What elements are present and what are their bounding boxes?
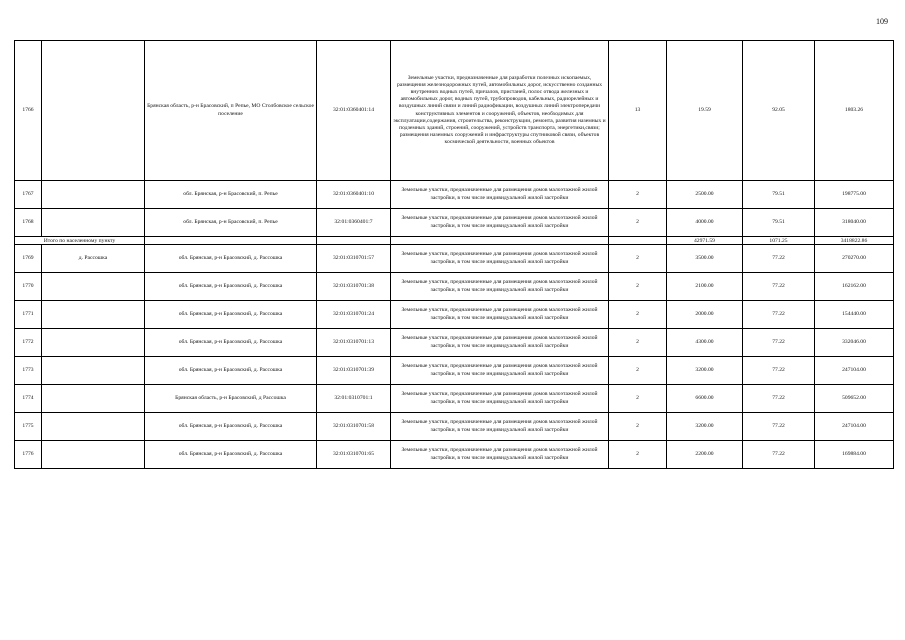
row-number: 1773 bbox=[15, 357, 42, 385]
subtotal-label: Итого по населенному пункту bbox=[15, 237, 145, 245]
row-number: 1770 bbox=[15, 273, 42, 301]
address-cell: обл. Брянская, р-н Брасовский, д. Рассошка bbox=[145, 413, 317, 441]
cadastral-number: 32:01:0310701:57 bbox=[317, 245, 391, 273]
land-purpose: Земельные участки, предназначенные для размещения домов малоэтажной жилой застройки, в том числе индивидуальной жилой застройки bbox=[391, 181, 609, 209]
cadastral-number: 32:01:0360401:7 bbox=[317, 209, 391, 237]
area-value: 19.59 bbox=[667, 41, 743, 181]
purpose-group: 2 bbox=[609, 413, 667, 441]
row-number: 1769 bbox=[15, 245, 42, 273]
subtotal-empty bbox=[317, 237, 391, 245]
locality-cell bbox=[42, 357, 145, 385]
cadastral-value: 154440.00 bbox=[815, 301, 894, 329]
table-row bbox=[15, 245, 894, 273]
address-cell: Брянская область, р-н Брасовский, п Репье, МО Столбовское сельское поселение bbox=[145, 41, 317, 181]
purpose-group: 2 bbox=[609, 441, 667, 469]
rate-value: 92.05 bbox=[743, 41, 815, 181]
address-cell: обл. Брянская, р-н Брасовский, п. Репье bbox=[145, 181, 317, 209]
locality-cell bbox=[42, 301, 145, 329]
purpose-group: 2 bbox=[609, 329, 667, 357]
rate-value: 77.22 bbox=[743, 441, 815, 469]
row-number: 1766 bbox=[15, 41, 42, 181]
land-purpose: Земельные участки, предназначенные для размещения домов малоэтажной жилой застройки, в том числе индивидуальной жилой застройки bbox=[391, 273, 609, 301]
cadastral-number: 32:01:0360401:14 bbox=[317, 41, 391, 181]
cadastral-number: 32:01:0310701:65 bbox=[317, 441, 391, 469]
purpose-group: 2 bbox=[609, 181, 667, 209]
area-value: 2000.00 bbox=[667, 301, 743, 329]
locality-cell bbox=[42, 273, 145, 301]
area-value: 3200.00 bbox=[667, 357, 743, 385]
cadastral-value: 1803.26 bbox=[815, 41, 894, 181]
address-cell: обл. Брянская, р-н Брасовский, д. Рассошка bbox=[145, 329, 317, 357]
area-value: 4000.00 bbox=[667, 209, 743, 237]
area-value: 6600.00 bbox=[667, 385, 743, 413]
cadastral-number: 32:01:0310701:13 bbox=[317, 329, 391, 357]
cadastral-number: 32:01:0310701:1 bbox=[317, 385, 391, 413]
page-number: 109 bbox=[876, 17, 888, 26]
cadastral-value: 247104.00 bbox=[815, 357, 894, 385]
rate-value: 77.22 bbox=[743, 273, 815, 301]
address-cell: обл. Брянская, р-н Брасовский, д. Рассошка bbox=[145, 245, 317, 273]
land-purpose: Земельные участки, предназначенные для размещения домов малоэтажной жилой застройки, в том числе индивидуальной жилой застройки bbox=[391, 413, 609, 441]
purpose-group: 2 bbox=[609, 301, 667, 329]
area-value: 2500.00 bbox=[667, 181, 743, 209]
land-purpose: Земельные участки, предназначенные для размещения домов малоэтажной жилой застройки, в том числе индивидуальной жилой застройки bbox=[391, 329, 609, 357]
rate-value: 77.22 bbox=[743, 357, 815, 385]
locality-cell bbox=[42, 41, 145, 181]
area-value: 2100.00 bbox=[667, 273, 743, 301]
area-value: 2200.00 bbox=[667, 441, 743, 469]
table-row bbox=[15, 209, 894, 237]
area-value: 4300.00 bbox=[667, 329, 743, 357]
row-number: 1771 bbox=[15, 301, 42, 329]
land-purpose: Земельные участки, предназначенные для разработки полезных ископаемых, размещения железнодорожных путей, автомобильных дорог, искусственно созданных внутренних водных путей, причалов, пристаней, полос отвода железных и автомобильных дорог, водных путей, трубопроводов, кабельных, радиорелейных и воздушных линий связи и линий радиофикации, воздушных линий электропередачи конструктивных элементов и сооружений, объектов, необходимых для эксплуатации,содержания, строительства, реконструкции, ремонта, развития наземных и подземных зданий, строений, сооружений, устройств транспорта, энергетики,связи; размещения наземных сооружений и инфраструктуры спутниковой связи, объектов космической деятельности, военных объектов bbox=[391, 41, 609, 181]
cadastral-value: 169884.00 bbox=[815, 441, 894, 469]
purpose-group: 13 bbox=[609, 41, 667, 181]
row-number: 1768 bbox=[15, 209, 42, 237]
row-number: 1774 bbox=[15, 385, 42, 413]
rate-value: 77.22 bbox=[743, 329, 815, 357]
address-cell: обл. Брянская, р-н Брасовский, д. Рассошка bbox=[145, 273, 317, 301]
table-row bbox=[15, 273, 894, 301]
address-cell: обл. Брянская, р-н Брасовский, д. Рассошка bbox=[145, 301, 317, 329]
locality-cell bbox=[42, 441, 145, 469]
land-purpose: Земельные участки, предназначенные для размещения домов малоэтажной жилой застройки, в том числе индивидуальной жилой застройки bbox=[391, 209, 609, 237]
address-cell: обл. Брянская, р-н Брасовский, д. Рассошка bbox=[145, 357, 317, 385]
subtotal-value: 3418822.86 bbox=[815, 237, 894, 245]
locality-cell bbox=[42, 329, 145, 357]
land-purpose: Земельные участки, предназначенные для размещения домов малоэтажной жилой застройки, в том числе индивидуальной жилой застройки bbox=[391, 301, 609, 329]
cadastral-number: 32:01:0360401:10 bbox=[317, 181, 391, 209]
land-purpose: Земельные участки, предназначенные для размещения домов малоэтажной жилой застройки, в том числе индивидуальной жилой застройки bbox=[391, 441, 609, 469]
cadastral-value: 318040.00 bbox=[815, 209, 894, 237]
cadastral-number: 32:01:0310701:39 bbox=[317, 357, 391, 385]
area-value: 3200.00 bbox=[667, 413, 743, 441]
row-number: 1767 bbox=[15, 181, 42, 209]
locality-cell bbox=[42, 209, 145, 237]
purpose-group: 2 bbox=[609, 209, 667, 237]
land-purpose: Земельные участки, предназначенные для размещения домов малоэтажной жилой застройки, в том числе индивидуальной жилой застройки bbox=[391, 357, 609, 385]
table-row bbox=[15, 329, 894, 357]
area-value: 3500.00 bbox=[667, 245, 743, 273]
locality-cell bbox=[42, 181, 145, 209]
land-purpose: Земельные участки, предназначенные для размещения домов малоэтажной жилой застройки, в том числе индивидуальной жилой застройки bbox=[391, 245, 609, 273]
purpose-group: 2 bbox=[609, 245, 667, 273]
cadastral-value: 198775.00 bbox=[815, 181, 894, 209]
cadastral-number: 32:01:0310701:38 bbox=[317, 273, 391, 301]
table-row bbox=[15, 357, 894, 385]
subtotal-empty bbox=[391, 237, 609, 245]
table-row bbox=[15, 385, 894, 413]
purpose-group: 2 bbox=[609, 357, 667, 385]
cadastral-value: 162162.00 bbox=[815, 273, 894, 301]
subtotal-rate: 1071.25 bbox=[743, 237, 815, 245]
rate-value: 77.22 bbox=[743, 301, 815, 329]
address-cell: обл. Брянская, р-н Брасовский, д. Рассошка bbox=[145, 441, 317, 469]
row-number: 1776 bbox=[15, 441, 42, 469]
subtotal-empty bbox=[145, 237, 317, 245]
subtotal-empty bbox=[609, 237, 667, 245]
rate-value: 77.22 bbox=[743, 245, 815, 273]
rate-value: 77.22 bbox=[743, 385, 815, 413]
cadastral-value: 332046.00 bbox=[815, 329, 894, 357]
locality-cell bbox=[42, 413, 145, 441]
land-registry-table bbox=[14, 40, 894, 469]
cadastral-value: 247104.00 bbox=[815, 413, 894, 441]
table-row bbox=[15, 181, 894, 209]
row-number: 1772 bbox=[15, 329, 42, 357]
address-cell: Брянская область, р-н Брасовский, д Рассошка bbox=[145, 385, 317, 413]
locality-cell: д. Рассошка bbox=[42, 245, 145, 273]
purpose-group: 2 bbox=[609, 385, 667, 413]
rate-value: 77.22 bbox=[743, 413, 815, 441]
subtotal-area: 42971.59 bbox=[667, 237, 743, 245]
cadastral-number: 32:01:0310701:58 bbox=[317, 413, 391, 441]
table-row bbox=[15, 41, 894, 181]
locality-cell bbox=[42, 385, 145, 413]
rate-value: 79.51 bbox=[743, 181, 815, 209]
row-number: 1775 bbox=[15, 413, 42, 441]
land-purpose: Земельные участки, предназначенные для размещения домов малоэтажной жилой застройки, в том числе индивидуальной жилой застройки bbox=[391, 385, 609, 413]
table-row bbox=[15, 413, 894, 441]
purpose-group: 2 bbox=[609, 273, 667, 301]
address-cell: обл. Брянская, р-н Брасовский, п. Репье bbox=[145, 209, 317, 237]
subtotal-row bbox=[15, 237, 894, 245]
cadastral-value: 509652.00 bbox=[815, 385, 894, 413]
rate-value: 79.51 bbox=[743, 209, 815, 237]
cadastral-number: 32:01:0310701:24 bbox=[317, 301, 391, 329]
table-row bbox=[15, 301, 894, 329]
cadastral-value: 270270.00 bbox=[815, 245, 894, 273]
table-row bbox=[15, 441, 894, 469]
